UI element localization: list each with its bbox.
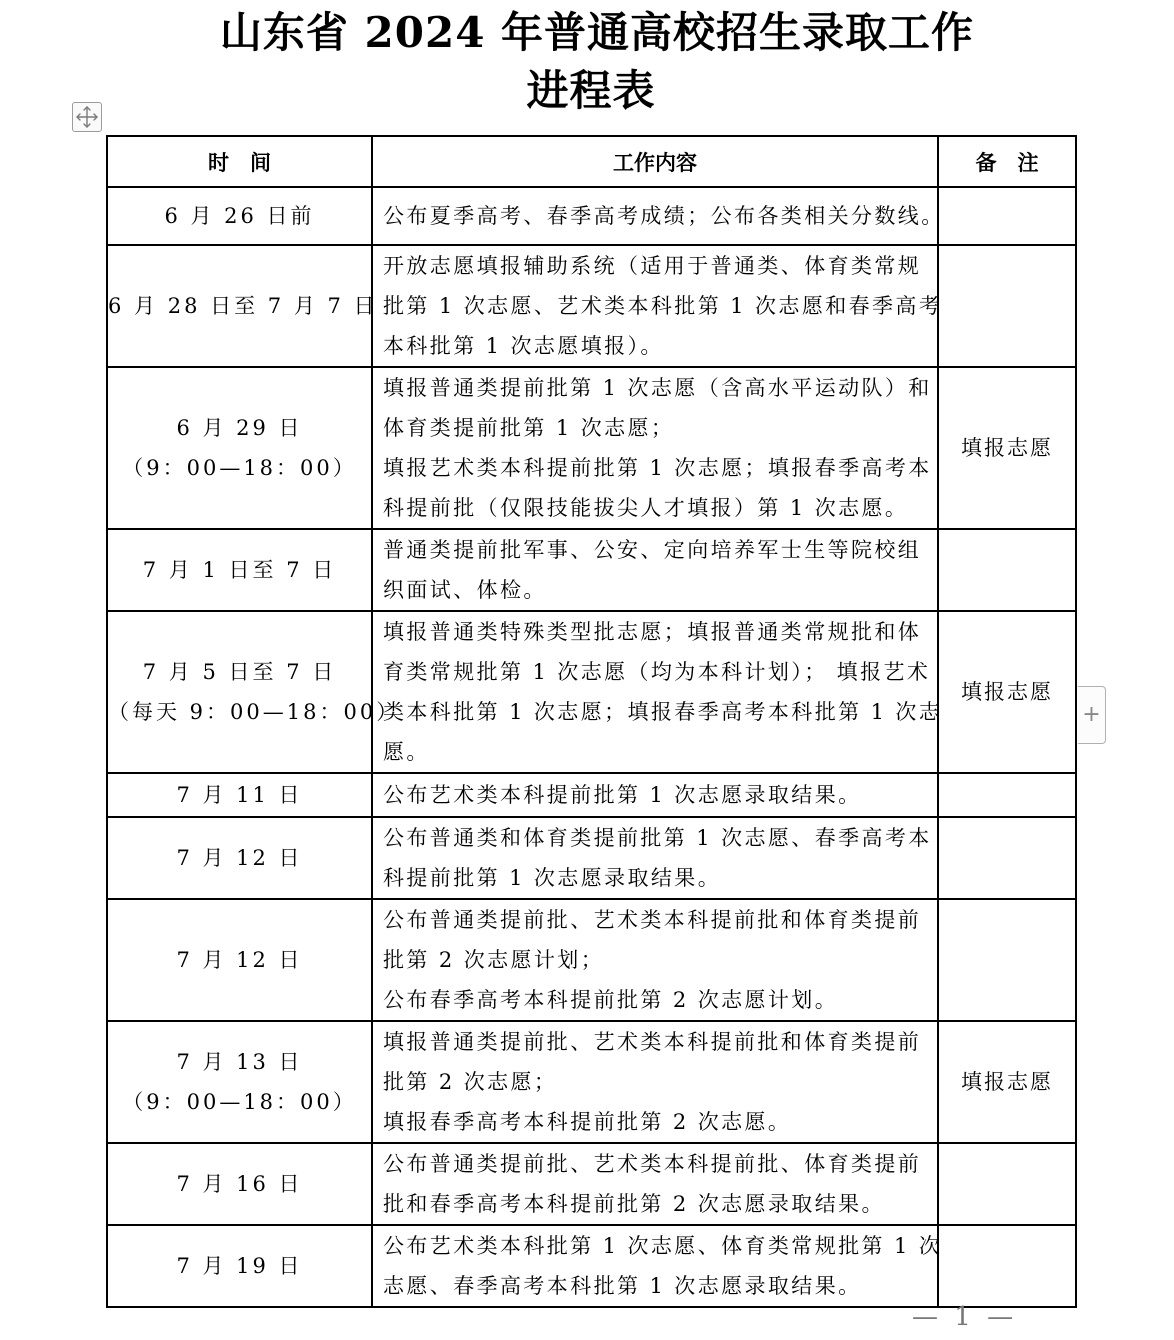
time-line: 7 月 12 日 (176, 846, 303, 870)
time-cell (107, 611, 401, 773)
time-line: （9：00—18：00） (122, 1090, 357, 1114)
note-cell (938, 187, 1076, 245)
content-line: 填报普通类特殊类型批志愿；填报普通类常规批和体 (383, 620, 922, 644)
content-line: 公布普通类和体育类提前批第 1 次志愿、春季高考本 (383, 826, 932, 850)
table-header-row (107, 136, 1076, 187)
time-cell (107, 187, 372, 245)
time-line: 7 月 19 日 (176, 1254, 303, 1278)
content-line: 类本科批第 1 次志愿；填报春季高考本科批第 1 次志 (383, 700, 943, 724)
note-text: 填报志愿 (961, 1070, 1053, 1094)
content-line: 公布艺术类本科批第 1 次志愿、体育类常规批第 1 次 (383, 1234, 943, 1258)
time-cell (107, 529, 372, 611)
content-line: 普通类提前批军事、公安、定向培养军士生等院校组 (383, 538, 922, 562)
note-cell (938, 611, 1076, 773)
header-note: 备 注 (938, 136, 1076, 187)
schedule-table (106, 135, 1077, 1308)
content-line: 填报艺术类本科提前批第 1 次志愿；填报春季高考本 (383, 456, 932, 480)
note-text: 填报志愿 (961, 680, 1053, 704)
table-body (107, 187, 1076, 1307)
time-cell (107, 1225, 372, 1307)
content-line: 科提前批第 1 次志愿录取结果。 (383, 866, 722, 890)
table-row (107, 1021, 1076, 1143)
time-line: 7 月 5 日至 7 日 (142, 660, 337, 684)
time-cell (107, 899, 372, 1021)
content-line: 填报春季高考本科提前批第 2 次志愿。 (383, 1110, 792, 1134)
content-line: 开放志愿填报辅助系统（适用于普通类、体育类常规 (383, 254, 922, 278)
content-line: 体育类提前批第 1 次志愿； (383, 416, 675, 440)
header-content: 工作内容 (372, 136, 938, 187)
table-row (107, 773, 1076, 817)
content-cell (372, 611, 943, 773)
move-arrows-icon (73, 103, 101, 131)
time-line: 6 月 28 日至 7 月 7 日 (108, 294, 378, 318)
content-line: 公布夏季高考、春季高考成绩；公布各类相关分数线。 (383, 204, 945, 228)
time-line: 7 月 12 日 (176, 948, 303, 972)
note-cell (938, 367, 1076, 529)
time-cell (107, 1021, 372, 1143)
content-cell (372, 817, 938, 899)
time-cell (107, 245, 378, 367)
note-cell (938, 773, 1076, 817)
note-cell (938, 817, 1076, 899)
content-line: 公布艺术类本科提前批第 1 次志愿录取结果。 (383, 783, 862, 807)
page-number: — 1 — (912, 1302, 1018, 1332)
content-line: 育类常规批第 1 次志愿（均为本科计划）； 填报艺术 (383, 660, 931, 684)
time-line: （9：00—18：00） (122, 456, 357, 480)
note-cell (938, 245, 1076, 367)
table-row (107, 611, 1076, 773)
content-cell (372, 773, 938, 817)
table-move-handle[interactable] (72, 102, 102, 132)
time-line: 7 月 16 日 (176, 1172, 303, 1196)
content-cell (372, 187, 945, 245)
time-line: （每天 9：00—18：00） (108, 700, 401, 724)
content-cell (372, 899, 938, 1021)
note-cell (938, 1021, 1076, 1143)
time-cell (107, 367, 372, 529)
content-line: 公布春季高考本科提前批第 2 次志愿计划。 (383, 988, 839, 1012)
document-title: 山东省 2024 年普通高校招生录取工作 (219, 8, 975, 57)
content-line: 愿。 (383, 740, 430, 764)
table-row (107, 817, 1076, 899)
note-cell (938, 1225, 1076, 1307)
content-line: 填报普通类提前批第 1 次志愿（含高水平运动队）和 (383, 376, 932, 400)
content-line: 批第 2 次志愿计划； (383, 948, 605, 972)
note-cell (938, 529, 1076, 611)
table-row (107, 1143, 1076, 1225)
content-cell (372, 367, 938, 529)
table-row (107, 529, 1076, 611)
note-cell (938, 1143, 1076, 1225)
time-cell (107, 817, 372, 899)
note-text: 填报志愿 (961, 436, 1053, 460)
time-line: 6 月 26 日前 (164, 204, 315, 228)
content-cell (372, 1021, 938, 1143)
time-cell (107, 1143, 372, 1225)
content-cell (372, 1225, 943, 1307)
table-row (107, 187, 1076, 245)
table-row (107, 1225, 1076, 1307)
document-subtitle: 进程表 (526, 66, 656, 115)
add-column-button[interactable] (1078, 686, 1106, 744)
table-row (107, 899, 1076, 1021)
content-cell (372, 245, 943, 367)
content-line: 填报普通类提前批、艺术类本科提前批和体育类提前 (383, 1030, 922, 1054)
time-line: 7 月 1 日至 7 日 (142, 558, 337, 582)
content-cell (372, 529, 938, 611)
content-line: 科提前批（仅限技能拔尖人才填报）第 1 次志愿。 (383, 496, 909, 520)
content-cell (372, 1143, 938, 1225)
content-line: 批第 2 次志愿； (383, 1070, 558, 1094)
content-line: 志愿、春季高考本科批第 1 次志愿录取结果。 (383, 1274, 862, 1298)
content-line: 本科批第 1 次志愿填报）。 (383, 334, 664, 358)
time-line: 7 月 11 日 (176, 783, 303, 807)
time-cell (107, 773, 372, 817)
table-row (107, 245, 1076, 367)
note-cell (938, 899, 1076, 1021)
header-time: 时 间 (107, 136, 372, 187)
table-row (107, 367, 1076, 529)
content-line: 批和春季高考本科提前批第 2 次志愿录取结果。 (383, 1192, 885, 1216)
content-line: 公布普通类提前批、艺术类本科提前批和体育类提前 (383, 908, 922, 932)
time-line: 7 月 13 日 (176, 1050, 303, 1074)
plus-icon: + (1082, 702, 1101, 727)
content-line: 公布普通类提前批、艺术类本科提前批、体育类提前 (383, 1152, 922, 1176)
content-line: 批第 1 次志愿、艺术类本科批第 1 次志愿和春季高考 (383, 294, 943, 318)
time-line: 6 月 29 日 (176, 416, 303, 440)
content-line: 织面试、体检。 (383, 578, 547, 602)
